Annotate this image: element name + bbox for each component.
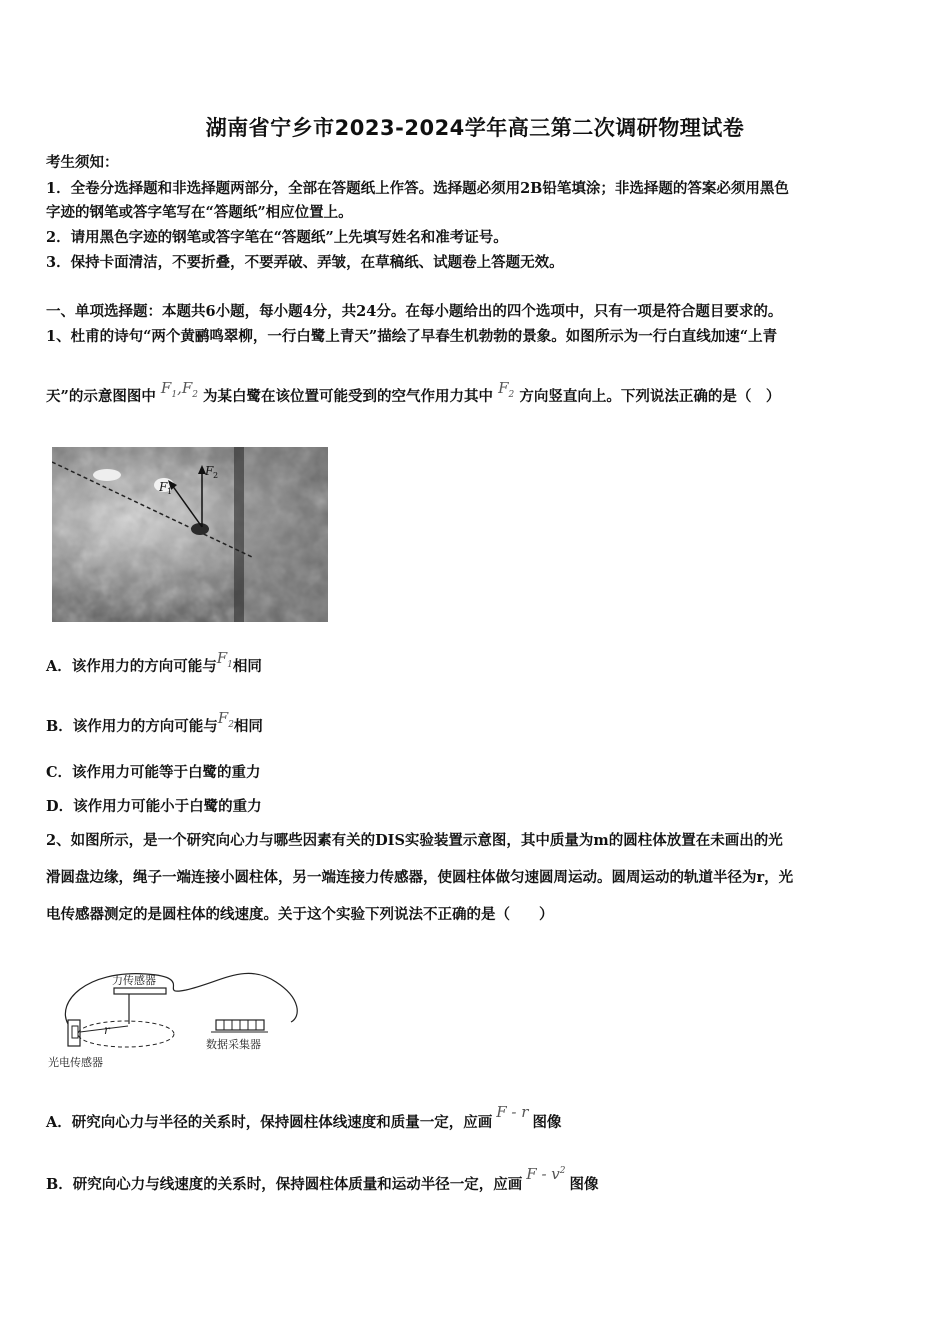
- notice-item-3: 3．保持卡面清洁，不要折叠，不要弄破、弄皱，在草稿纸、试题卷上答题无效。: [46, 254, 564, 271]
- dis-apparatus-svg: [46, 962, 306, 1074]
- q1-option-c[interactable]: C．该作用力可能等于白鹭的重力: [46, 764, 261, 781]
- q1-line-2b: 为某白鹭在该位置可能受到的空气作用力其中: [203, 388, 494, 405]
- q1-option-b-suffix: 相同: [233, 718, 263, 735]
- q1-math-f2: $F_2$: [498, 379, 515, 400]
- svg-text:1: 1: [167, 487, 173, 496]
- notice-item-1: 1．全卷分选择题和非选择题两部分，全部在答题纸上作答。选择题必须用2B铅笔填涂；非选择题的答案必须用黑色: [46, 180, 789, 197]
- q2-line-2: 滑圆盘边缘，绳子一端连接小圆柱体，另一端连接力传感器，使圆柱体做匀速圆周运动。圆周运动的轨道半径为r，光: [46, 869, 794, 886]
- q2-option-a-text: A．研究向心力与半径的关系时，保持圆柱体线速度和质量一定，应画: [46, 1114, 493, 1131]
- q2-option-b-math-wrap: F - $v^2$: [526, 1165, 566, 1183]
- q2-option-a-suffix: 图像: [532, 1114, 562, 1131]
- q1-option-d[interactable]: D．该作用力可能小于白鹭的重力: [46, 798, 262, 815]
- q1-line-2a: 天”的示意图图中: [46, 388, 156, 405]
- q1-option-b[interactable]: [46, 709, 916, 743]
- q2-option-a-math: F - r: [496, 1103, 529, 1121]
- notice-item-1-cont: 字迹的钢笔或答字笔写在“答题纸”相应位置上。: [46, 204, 353, 221]
- egret-figure: [52, 447, 328, 622]
- label-data-collector: 数据采集器: [206, 1038, 261, 1051]
- q2-option-b-suffix: 图像: [569, 1176, 599, 1193]
- notice-heading: 考生须知：: [46, 154, 119, 171]
- q1-line-2: [46, 379, 916, 413]
- q2-line-1: 2、如图所示，是一个研究向心力与哪些因素有关的DIS实验装置示意图，其中质量为m的圆柱体放置在未画出的光: [46, 832, 783, 849]
- section-heading: 一、单项选择题：本题共6小题，每小题4分，共24分。在每小题给出的四个选项中，只有一项是符合题目要求的。: [46, 303, 783, 320]
- label-radius: r: [104, 1023, 110, 1037]
- fig-label-f2: F: [205, 464, 214, 478]
- svg-text:2: 2: [213, 471, 219, 480]
- q2-option-b-math: F - v: [526, 1165, 560, 1183]
- q1-option-a[interactable]: [46, 649, 916, 683]
- q1-option-a-text: A．该作用力的方向可能与: [46, 658, 217, 675]
- q2-option-b[interactable]: [46, 1165, 916, 1195]
- egret-figure-svg: [52, 447, 328, 622]
- label-force-sensor: 力传感器: [112, 974, 156, 987]
- q1-option-b-text: B．该作用力的方向可能与: [46, 718, 218, 735]
- page-title: 湖南省宁乡市2023-2024学年高三第二次调研物理试卷: [205, 116, 745, 140]
- q1-option-a-suffix: 相同: [232, 658, 262, 675]
- notice-item-2: 2．请用黑色字迹的钢笔或答字笔在“答题纸”上先填写姓名和准考证号。: [46, 229, 508, 246]
- dis-apparatus-figure: [46, 962, 306, 1074]
- q1-line-2c: 方向竖直向上。下列说法正确的是（ ）: [519, 388, 781, 405]
- q2-line-3: 电传感器测定的是圆柱体的线速度。关于这个实验下列说法不正确的是（ ）: [46, 906, 554, 923]
- q1-line-1: 1、杜甫的诗句“两个黄鹂鸣翠柳，一行白鹭上青天”描绘了早春生机勃勃的景象。如图所示为一行白直线加速“上青: [46, 328, 778, 345]
- fig-label-f1: F: [159, 480, 168, 494]
- orbit-ellipse: [78, 1021, 174, 1047]
- q1-option-a-math: $F_1$: [216, 649, 233, 670]
- q2-option-a[interactable]: [46, 1103, 916, 1133]
- q1-math-f1-f2: $F_1,F_2$: [160, 379, 198, 400]
- force-sensor-shape: [114, 988, 166, 994]
- q1-option-b-math: $F_2$: [217, 709, 234, 730]
- label-photo-sensor: 光电传感器: [48, 1056, 103, 1069]
- q2-option-b-text: B．研究向心力与线速度的关系时，保持圆柱体质量和运动半径一定，应画: [46, 1176, 523, 1193]
- egret-shape-1: [93, 469, 121, 481]
